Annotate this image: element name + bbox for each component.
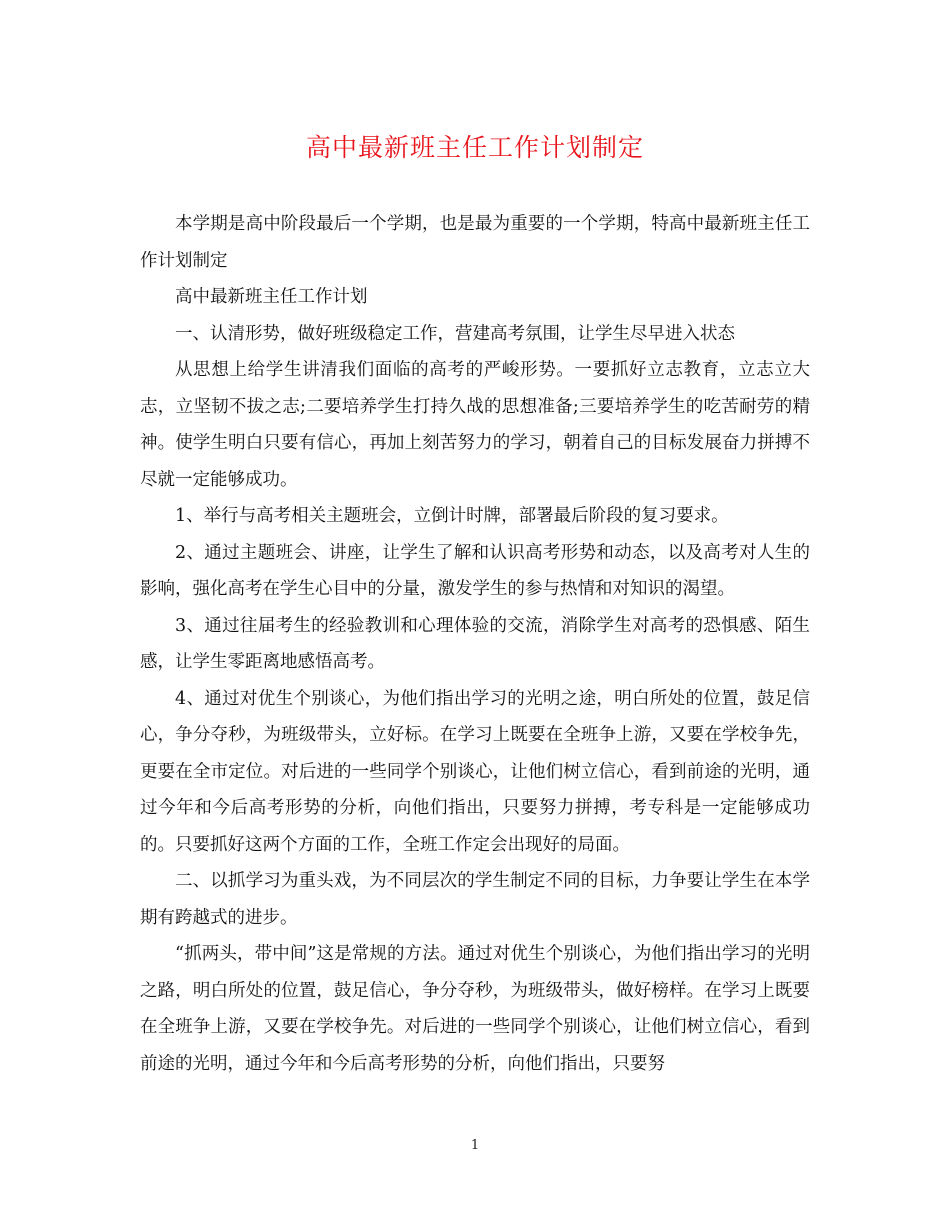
list-item-4: 4、通过对优生个别谈心，为他们指出学习的光明之途，明白所处的位置，鼓足信心，争分夺秒，为班级带头，立好标。在学习上既要在全班争上游，又要在学校争先，更要在全市定位。对后进的一些同学个别谈心，让他们树立信心，看到前途的光明，通过今年和今后高考形势的分析，向他们指出，只要努力拼搏，考专科是一定能够成功的。只要抓好这两个方面的工作，全班工作定会出现好的局面。 [140, 688, 810, 855]
section-heading-one: 一、认清形势，做好班级稳定工作，营建高考氛围，让学生尽早进入状态 [175, 323, 735, 344]
paragraph-two-ends: “抓两头，带中间”这是常规的方法。通过对优生个别谈心，为他们指出学习的光明之路，明白所处的位置，鼓足信心，争分夺秒，为班级带头，做好榜样。在学习上既要在全班争上游，又要在学校争先。对后进的一些同学个别谈心，让他们树立信心，看到前途的光明，通过今年和今后高考形势的分析，向他们指出，只要努 [140, 944, 810, 1074]
list-item-3: 3、通过往届考生的经验教训和心理体验的交流，消除学生对高考的恐惧感、陌生感，让学生零距离地感悟高考。 [140, 615, 810, 672]
paragraph-intro: 本学期是高中阶段最后一个学期，也是最为重要的一个学期，特高中最新班主任工作计划制定 [140, 214, 810, 271]
list-item-1: 1、举行与高考相关主题班会，立倒计时牌，部署最后阶段的复习要求。 [175, 506, 729, 526]
page-number: 1 [470, 1138, 480, 1153]
list-item-2: 2、通过主题班会、讲座，让学生了解和认识高考形势和动态，以及高考对人生的影响，强化高考在学生心目中的分量，激发学生的参与热情和对知识的渴望。 [140, 542, 810, 599]
document-body [140, 206, 810, 1082]
paragraph-plan-heading: 高中最新班主任工作计划 [175, 287, 368, 307]
section-heading-two: 二、以抓学习为重头戏，为不同层次的学生制定不同的目标，力争要让学生在本学期有跨越式的进步。 [140, 871, 810, 928]
paragraph-situation: 从思想上给学生讲清我们面临的高考的严峻形势。一要抓好立志教育，立志立大志，立坚韧不拔之志;二要培养学生打持久战的思想准备;三要培养学生的吃苦耐劳的精神。使学生明白只要有信心，再加上刻苦努力的学习，朝着自己的目标发展奋力拼搏不尽就一定能够成功。 [140, 360, 810, 490]
document-title: 高中最新班主任工作计划制定 [305, 133, 644, 162]
